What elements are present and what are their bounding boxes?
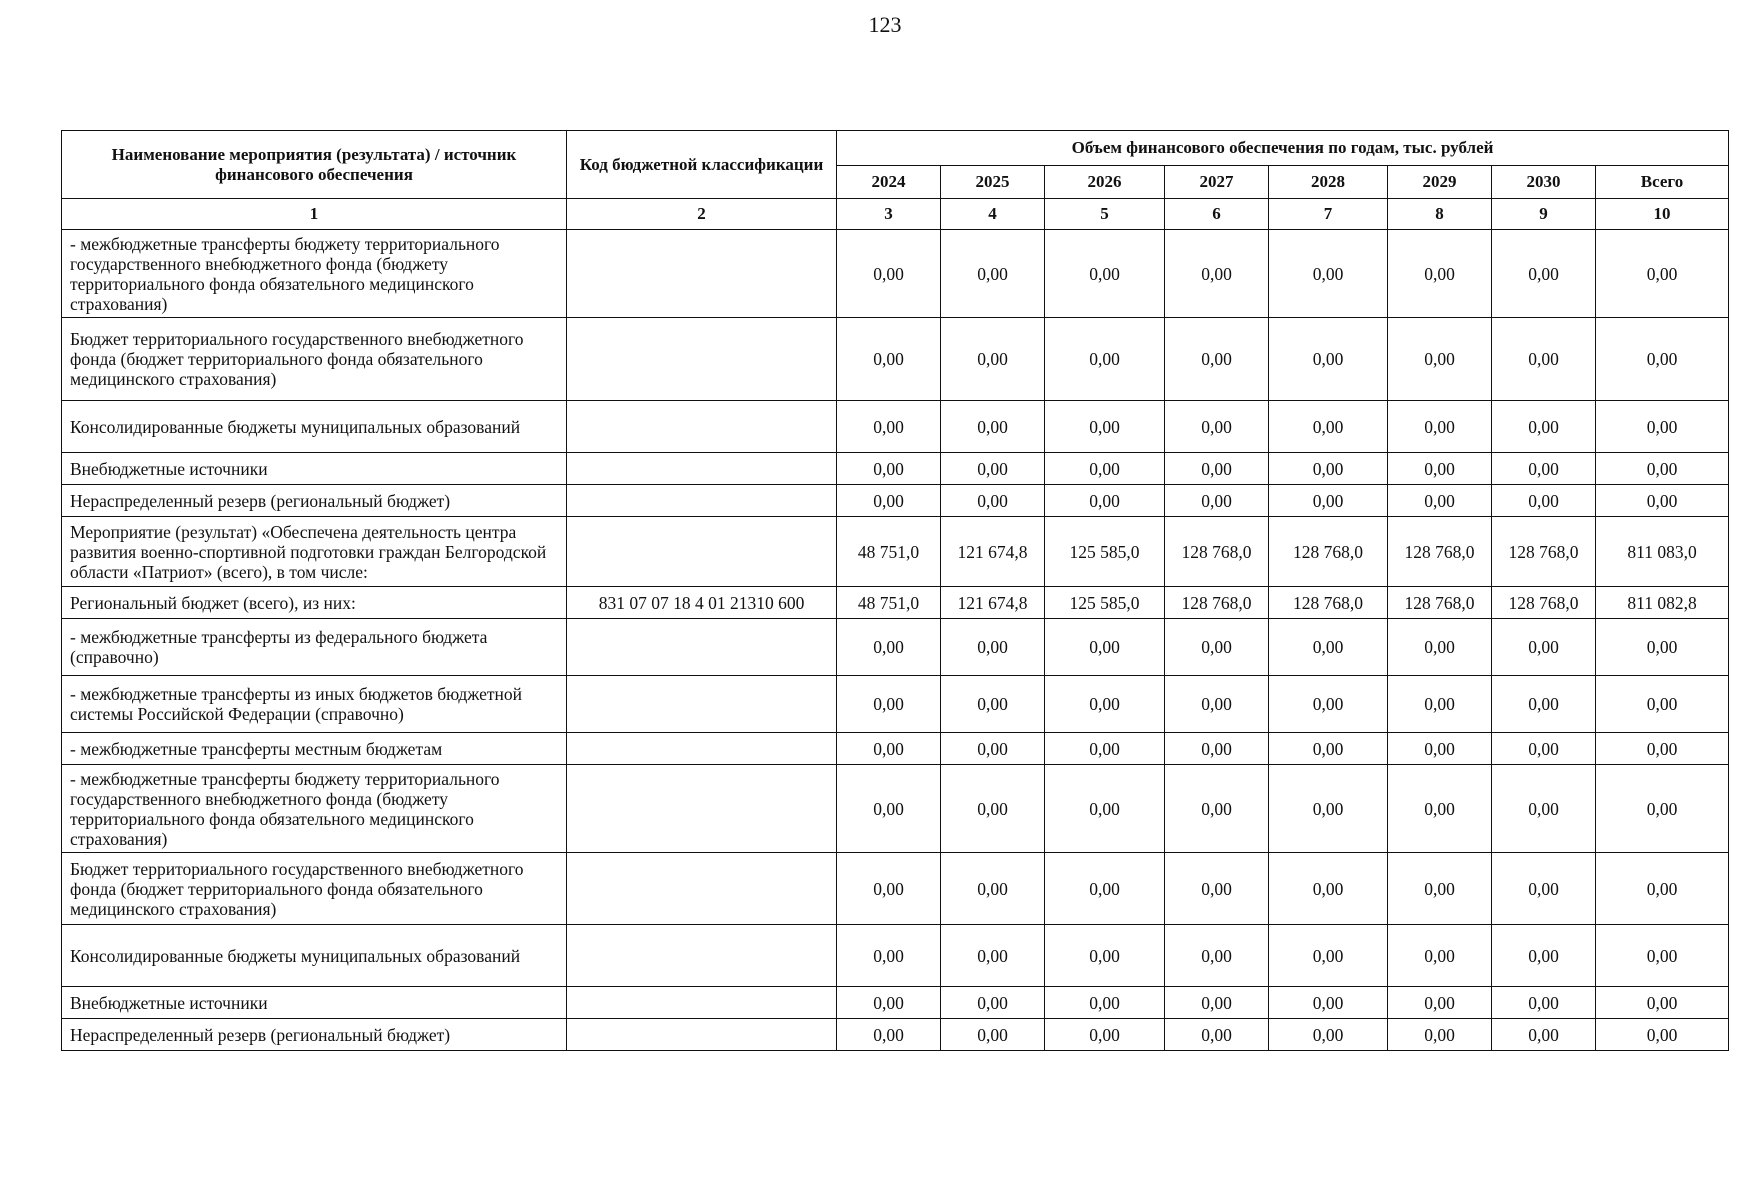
cell-2026: 0,00 <box>1045 318 1165 401</box>
table-row <box>62 230 1729 318</box>
row-code <box>567 401 837 453</box>
cell-2029: 0,00 <box>1388 485 1492 517</box>
header-year: 2027 <box>1165 166 1269 199</box>
cell-2027: 0,00 <box>1165 676 1269 733</box>
header-code-column: Код бюджетной классификации <box>567 131 837 199</box>
cell-2027: 0,00 <box>1165 318 1269 401</box>
cell-2025: 0,00 <box>941 318 1045 401</box>
row-code <box>567 619 837 676</box>
table-row <box>62 517 1729 587</box>
cell-2030: 0,00 <box>1492 853 1596 925</box>
cell-2028: 0,00 <box>1269 765 1388 853</box>
row-code <box>567 733 837 765</box>
table-row <box>62 453 1729 485</box>
cell-2025: 0,00 <box>941 853 1045 925</box>
cell-2024: 0,00 <box>837 733 941 765</box>
table-row <box>62 676 1729 733</box>
column-number: 10 <box>1596 199 1729 230</box>
financing-table <box>61 130 1729 1051</box>
cell-2025: 0,00 <box>941 676 1045 733</box>
cell-2027: 0,00 <box>1165 619 1269 676</box>
cell-2027: 128 768,0 <box>1165 587 1269 619</box>
cell-2030: 0,00 <box>1492 1019 1596 1051</box>
row-name: Бюджет территориального государственного внебюджетного фонда (бюджет территориального фонда обязательного медицинского страхования) <box>62 318 567 401</box>
cell-2028: 128 768,0 <box>1269 587 1388 619</box>
column-number: 2 <box>567 199 837 230</box>
cell-2028: 0,00 <box>1269 230 1388 318</box>
row-code <box>567 517 837 587</box>
cell-total: 0,00 <box>1596 318 1729 401</box>
cell-2029: 0,00 <box>1388 853 1492 925</box>
cell-2026: 0,00 <box>1045 230 1165 318</box>
cell-2026: 0,00 <box>1045 853 1165 925</box>
cell-2025: 0,00 <box>941 230 1045 318</box>
cell-2025: 121 674,8 <box>941 587 1045 619</box>
table-row <box>62 853 1729 925</box>
header-volume-group: Объем финансового обеспечения по годам, тыс. рублей <box>837 131 1729 166</box>
cell-2024: 0,00 <box>837 318 941 401</box>
cell-2030: 0,00 <box>1492 485 1596 517</box>
cell-2030: 128 768,0 <box>1492 587 1596 619</box>
cell-total: 0,00 <box>1596 619 1729 676</box>
header-year: 2024 <box>837 166 941 199</box>
table-row <box>62 318 1729 401</box>
table-row <box>62 485 1729 517</box>
cell-2024: 0,00 <box>837 485 941 517</box>
table-row <box>62 1019 1729 1051</box>
cell-2030: 0,00 <box>1492 925 1596 987</box>
cell-2024: 0,00 <box>837 401 941 453</box>
row-name: - межбюджетные трансферты из иных бюджетов бюджетной системы Российской Федерации (справочно) <box>62 676 567 733</box>
row-name: Внебюджетные источники <box>62 453 567 485</box>
row-name: - межбюджетные трансферты местным бюджетам <box>62 733 567 765</box>
cell-2027: 0,00 <box>1165 853 1269 925</box>
row-name: Консолидированные бюджеты муниципальных образований <box>62 925 567 987</box>
cell-total: 0,00 <box>1596 401 1729 453</box>
cell-total: 0,00 <box>1596 230 1729 318</box>
cell-2025: 0,00 <box>941 1019 1045 1051</box>
cell-2024: 48 751,0 <box>837 587 941 619</box>
cell-total: 0,00 <box>1596 485 1729 517</box>
cell-2028: 0,00 <box>1269 401 1388 453</box>
cell-total: 0,00 <box>1596 925 1729 987</box>
cell-total: 0,00 <box>1596 853 1729 925</box>
cell-2027: 0,00 <box>1165 925 1269 987</box>
cell-2024: 0,00 <box>837 853 941 925</box>
table-row <box>62 765 1729 853</box>
row-code <box>567 987 837 1019</box>
cell-2030: 0,00 <box>1492 676 1596 733</box>
cell-2026: 0,00 <box>1045 765 1165 853</box>
cell-2030: 0,00 <box>1492 619 1596 676</box>
row-code <box>567 453 837 485</box>
cell-2026: 0,00 <box>1045 925 1165 987</box>
cell-2025: 121 674,8 <box>941 517 1045 587</box>
cell-2029: 0,00 <box>1388 987 1492 1019</box>
cell-total: 811 082,8 <box>1596 587 1729 619</box>
header-year: 2029 <box>1388 166 1492 199</box>
row-code <box>567 230 837 318</box>
table-row <box>62 987 1729 1019</box>
cell-total: 0,00 <box>1596 676 1729 733</box>
cell-2026: 0,00 <box>1045 485 1165 517</box>
cell-2028: 0,00 <box>1269 733 1388 765</box>
cell-2029: 0,00 <box>1388 401 1492 453</box>
cell-total: 0,00 <box>1596 733 1729 765</box>
header-year: 2026 <box>1045 166 1165 199</box>
header-year: 2028 <box>1269 166 1388 199</box>
cell-2030: 0,00 <box>1492 987 1596 1019</box>
cell-total: 811 083,0 <box>1596 517 1729 587</box>
cell-total: 0,00 <box>1596 765 1729 853</box>
row-code: 831 07 07 18 4 01 21310 600 <box>567 587 837 619</box>
row-name: Внебюджетные источники <box>62 987 567 1019</box>
cell-2028: 0,00 <box>1269 485 1388 517</box>
cell-total: 0,00 <box>1596 987 1729 1019</box>
cell-2024: 0,00 <box>837 1019 941 1051</box>
row-name: Нераспределенный резерв (региональный бюджет) <box>62 1019 567 1051</box>
cell-total: 0,00 <box>1596 1019 1729 1051</box>
header-total: Всего <box>1596 166 1729 199</box>
cell-2026: 0,00 <box>1045 1019 1165 1051</box>
cell-2024: 0,00 <box>837 987 941 1019</box>
cell-2026: 125 585,0 <box>1045 587 1165 619</box>
column-number: 6 <box>1165 199 1269 230</box>
cell-2027: 128 768,0 <box>1165 517 1269 587</box>
table-row <box>62 587 1729 619</box>
header-name-column: Наименование мероприятия (результата) / источник финансового обеспечения <box>62 131 567 199</box>
cell-2029: 128 768,0 <box>1388 587 1492 619</box>
row-code <box>567 853 837 925</box>
cell-2030: 0,00 <box>1492 453 1596 485</box>
cell-2026: 0,00 <box>1045 619 1165 676</box>
cell-2027: 0,00 <box>1165 230 1269 318</box>
column-number: 1 <box>62 199 567 230</box>
row-name: Региональный бюджет (всего), из них: <box>62 587 567 619</box>
column-number: 9 <box>1492 199 1596 230</box>
cell-2025: 0,00 <box>941 485 1045 517</box>
column-number: 4 <box>941 199 1045 230</box>
row-code <box>567 1019 837 1051</box>
row-code <box>567 765 837 853</box>
cell-2027: 0,00 <box>1165 453 1269 485</box>
cell-2028: 0,00 <box>1269 619 1388 676</box>
column-number: 8 <box>1388 199 1492 230</box>
cell-2024: 0,00 <box>837 230 941 318</box>
row-name: Консолидированные бюджеты муниципальных образований <box>62 401 567 453</box>
cell-2026: 0,00 <box>1045 401 1165 453</box>
cell-2029: 128 768,0 <box>1388 517 1492 587</box>
cell-2028: 0,00 <box>1269 987 1388 1019</box>
cell-2025: 0,00 <box>941 987 1045 1019</box>
table-row <box>62 925 1729 987</box>
cell-2025: 0,00 <box>941 765 1045 853</box>
column-number: 7 <box>1269 199 1388 230</box>
cell-2025: 0,00 <box>941 925 1045 987</box>
cell-2026: 125 585,0 <box>1045 517 1165 587</box>
cell-2024: 48 751,0 <box>837 517 941 587</box>
column-number: 3 <box>837 199 941 230</box>
cell-2030: 0,00 <box>1492 733 1596 765</box>
page-number: 123 <box>868 12 902 37</box>
cell-2028: 0,00 <box>1269 853 1388 925</box>
cell-2026: 0,00 <box>1045 676 1165 733</box>
cell-2027: 0,00 <box>1165 1019 1269 1051</box>
table-row <box>62 619 1729 676</box>
row-name: - межбюджетные трансферты из федерального бюджета (справочно) <box>62 619 567 676</box>
cell-2027: 0,00 <box>1165 733 1269 765</box>
header-year: 2030 <box>1492 166 1596 199</box>
cell-total: 0,00 <box>1596 453 1729 485</box>
cell-2024: 0,00 <box>837 676 941 733</box>
row-name: - межбюджетные трансферты бюджету территориального государственного внебюджетного фонда (бюджету территориального фонда обязательного медицинского страхования) <box>62 765 567 853</box>
cell-2025: 0,00 <box>941 453 1045 485</box>
cell-2030: 0,00 <box>1492 318 1596 401</box>
row-name: Мероприятие (результат) «Обеспечена деятельность центра развития военно-спортивной подготовки граждан Белгородской области «Патриот» (всего), в том числе: <box>62 517 567 587</box>
cell-2025: 0,00 <box>941 401 1045 453</box>
cell-2029: 0,00 <box>1388 676 1492 733</box>
cell-2024: 0,00 <box>837 765 941 853</box>
cell-2029: 0,00 <box>1388 230 1492 318</box>
cell-2028: 0,00 <box>1269 676 1388 733</box>
row-name: Бюджет территориального государственного внебюджетного фонда (бюджет территориального фонда обязательного медицинского страхования) <box>62 853 567 925</box>
cell-2029: 0,00 <box>1388 765 1492 853</box>
table-body <box>62 230 1729 1051</box>
cell-2024: 0,00 <box>837 453 941 485</box>
table-header <box>62 131 1729 230</box>
cell-2030: 0,00 <box>1492 765 1596 853</box>
cell-2029: 0,00 <box>1388 1019 1492 1051</box>
cell-2025: 0,00 <box>941 733 1045 765</box>
cell-2027: 0,00 <box>1165 987 1269 1019</box>
cell-2024: 0,00 <box>837 619 941 676</box>
cell-2027: 0,00 <box>1165 401 1269 453</box>
cell-2028: 0,00 <box>1269 453 1388 485</box>
header-year: 2025 <box>941 166 1045 199</box>
cell-2028: 128 768,0 <box>1269 517 1388 587</box>
table-row <box>62 401 1729 453</box>
row-code <box>567 925 837 987</box>
cell-2029: 0,00 <box>1388 453 1492 485</box>
cell-2025: 0,00 <box>941 619 1045 676</box>
row-code <box>567 676 837 733</box>
row-code <box>567 485 837 517</box>
cell-2026: 0,00 <box>1045 987 1165 1019</box>
cell-2030: 0,00 <box>1492 230 1596 318</box>
table-row <box>62 733 1729 765</box>
cell-2027: 0,00 <box>1165 765 1269 853</box>
cell-2026: 0,00 <box>1045 733 1165 765</box>
cell-2026: 0,00 <box>1045 453 1165 485</box>
cell-2024: 0,00 <box>837 925 941 987</box>
cell-2029: 0,00 <box>1388 925 1492 987</box>
row-code <box>567 318 837 401</box>
row-name: Нераспределенный резерв (региональный бюджет) <box>62 485 567 517</box>
cell-2028: 0,00 <box>1269 925 1388 987</box>
cell-2027: 0,00 <box>1165 485 1269 517</box>
cell-2028: 0,00 <box>1269 318 1388 401</box>
cell-2029: 0,00 <box>1388 619 1492 676</box>
cell-2029: 0,00 <box>1388 733 1492 765</box>
cell-2028: 0,00 <box>1269 1019 1388 1051</box>
column-number: 5 <box>1045 199 1165 230</box>
row-name: - межбюджетные трансферты бюджету территориального государственного внебюджетного фонда (бюджету территориального фонда обязательного медицинского страхования) <box>62 230 567 318</box>
cell-2029: 0,00 <box>1388 318 1492 401</box>
cell-2030: 0,00 <box>1492 401 1596 453</box>
cell-2030: 128 768,0 <box>1492 517 1596 587</box>
